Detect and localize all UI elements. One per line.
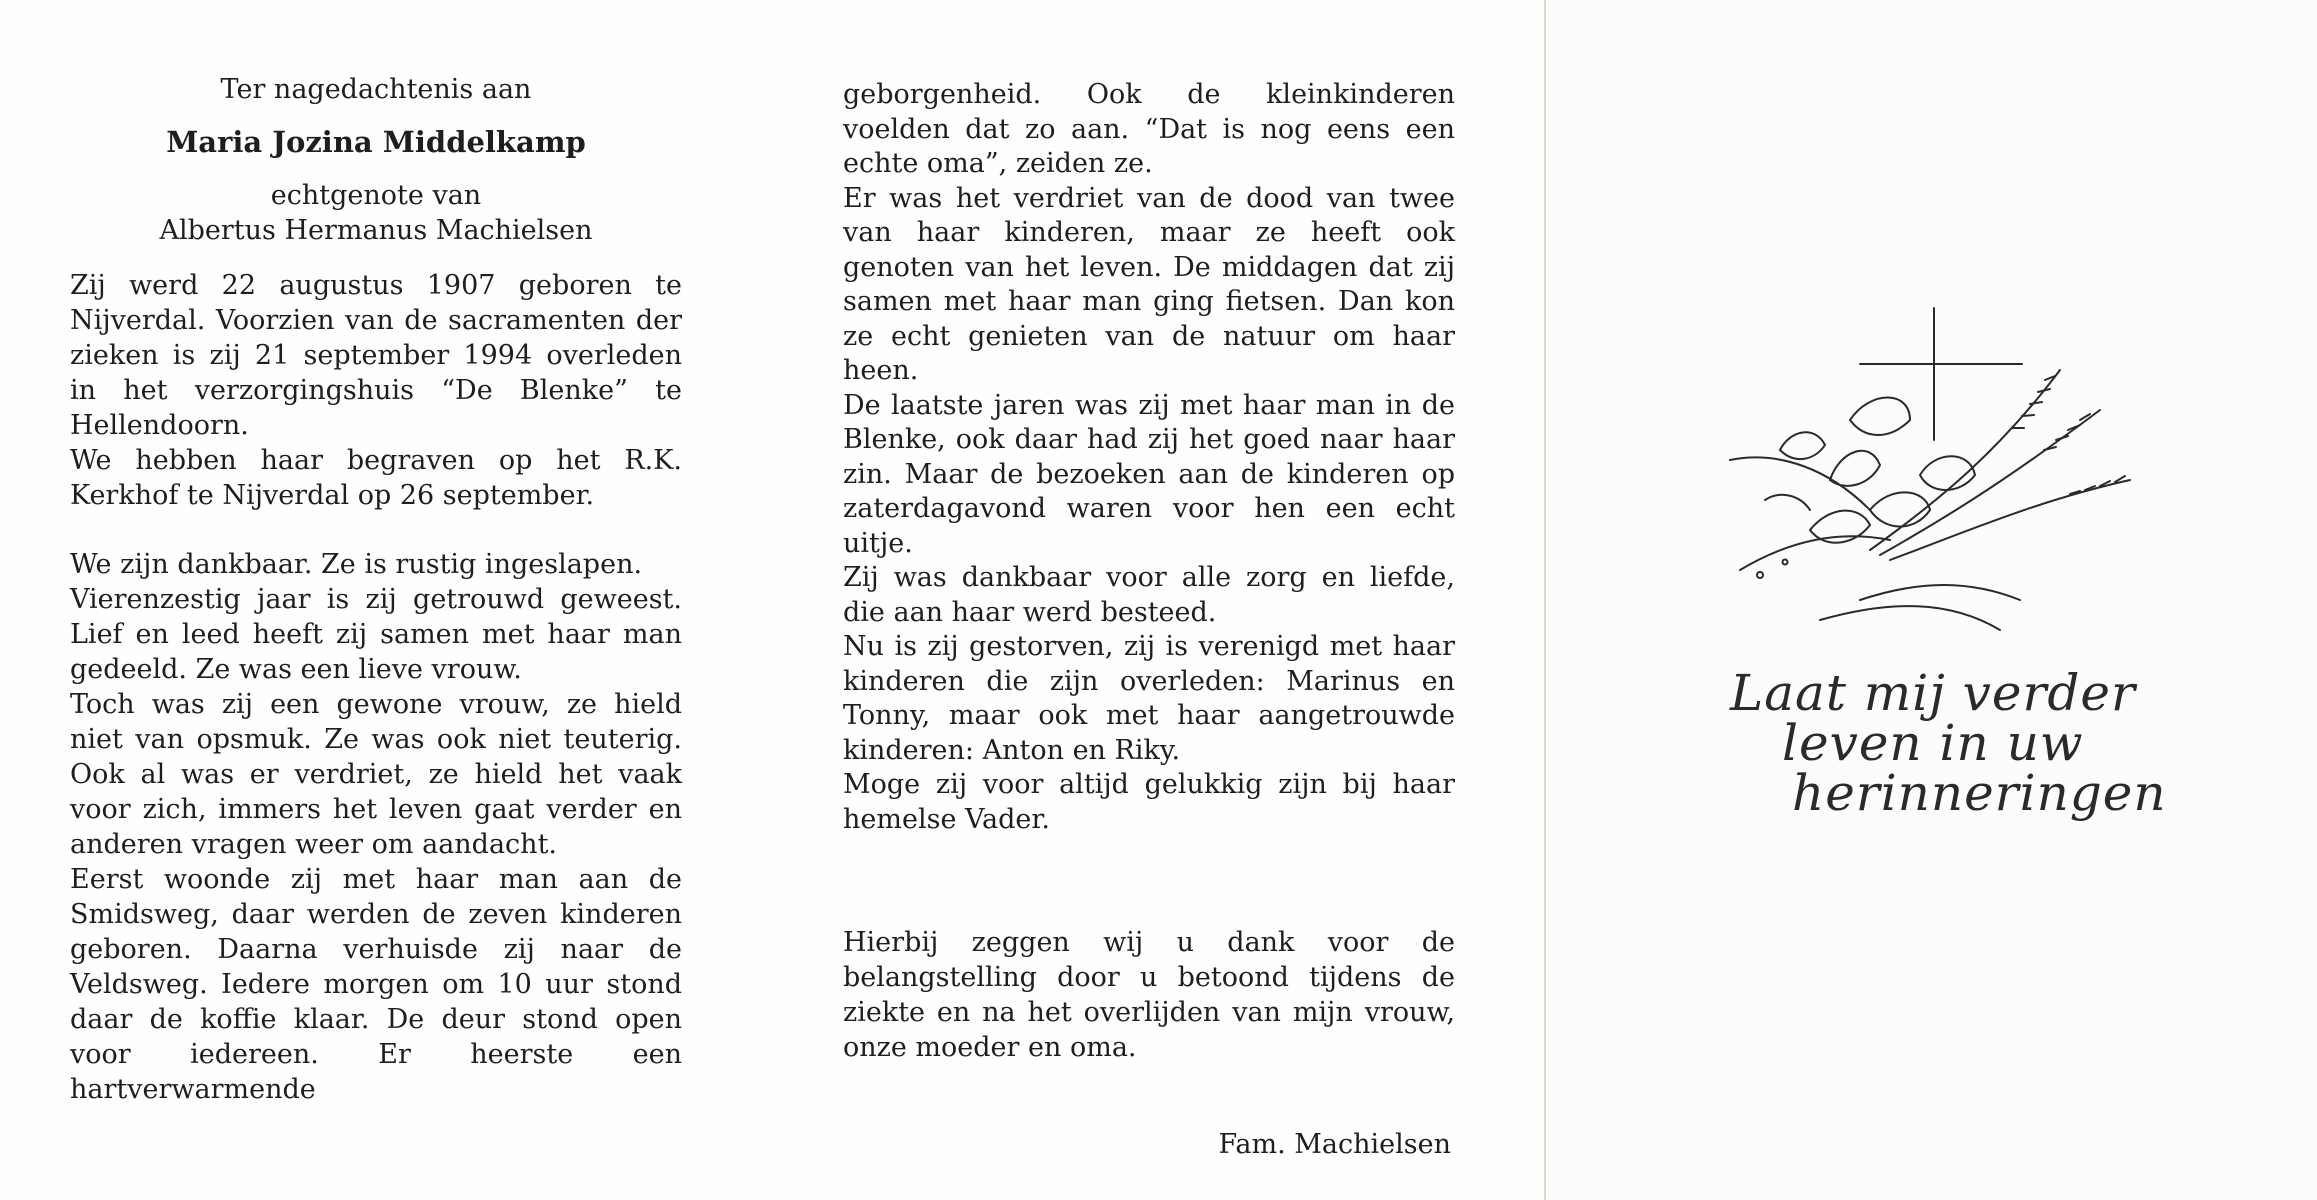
paragraph-security: geborgenheid. Ook de kleinkinderen voelden dat zo aan. “Dat is nog eens een echte oma”, zeiden ze.	[843, 79, 1455, 179]
paragraph-grateful: We zijn dankbaar. Ze is rustig ingeslapen.	[70, 549, 643, 580]
thank-you-note: Hierbij zeggen wij u dank voor de belangstelling door u betoond tijdens de ziekte en na het overlijden van mijn vrouw, onze moeder en oma.	[843, 927, 1455, 1063]
paragraph-sorrow: Er was het verdriet van de dood van twee van haar kinderen, maar ze heeft ook genoten van het leven. De middagen dat zij samen met haar man ging fietsen. Dan kon ze echt genieten van de natuur om haar heen.	[843, 182, 1455, 386]
paragraph-birth-death: Zij werd 22 augustus 1907 geboren te Nijverdal. Voorzien van de sacramenten der zieken is zij 21 september 1994 overleden in het verzorgingshuis “De Blenke” te Hellendoorn.	[70, 270, 682, 441]
spouse-intro: echtgenote van	[270, 180, 482, 211]
paragraph-burial: We hebben haar begraven op het R.K. Kerkhof te Nijverdal op 26 september.	[70, 445, 682, 511]
calligraphy-line-2: leven in uw	[1782, 714, 2084, 772]
spouse-name: Albertus Hermanus Machielsen	[159, 215, 593, 246]
memorial-heading: Ter nagedachtenis aan	[220, 74, 532, 105]
middle-column	[843, 78, 1455, 837]
paragraph-marriage: Vierenzestig jaar is zij getrouwd geweest. Lief en leed heeft zij samen met haar man gedeeld. Ze was een lieve vrouw.	[70, 584, 682, 685]
deceased-name: Maria Jozina Middelkamp	[166, 125, 586, 159]
calligraphy-line-3: herinneringen	[1792, 764, 2167, 822]
calligraphy-line-1: Laat mij verder	[1730, 664, 2136, 722]
paragraph-home: Eerst woonde zij met haar man aan de Smidsweg, daar werden de zeven kinderen geboren. Daarna verhuisde zij naar de Veldsweg. Iedere morgen om 10 uur stond daar de koffie klaar. De deur stond open voor iedereen. Er heerste een hartverwarmende	[70, 864, 682, 1105]
left-column	[70, 72, 682, 1107]
paragraph-blessing: Moge zij voor altijd gelukkig zijn bij haar hemelse Vader.	[843, 769, 1455, 835]
cross-wheat-flowers-icon	[1720, 300, 2160, 640]
calligraphy-verse	[1720, 664, 2167, 822]
paragraph-character: Toch was zij een gewone vrouw, ze hield niet van opsmuk. Ze was ook niet teuterig. Ook al was er verdriet, ze hield het vaak voor zich, immers het leven gaat verder en anderen vragen weer om aandacht.	[70, 689, 682, 860]
paragraph-thankful: Zij was dankbaar voor alle zorg en liefde, die aan haar werd besteed.	[843, 562, 1455, 628]
paragraph-later-years: De laatste jaren was zij met haar man in de Blenke, ook daar had zij het goed naar haar zin. Maar de bezoeken aan de kinderen op zaterdagavond waren voor hen een echt uitje.	[843, 389, 1455, 559]
paragraph-reunited: Nu is zij gestorven, zij is verenigd met haar kinderen die zijn overleden: Marinus en Tonny, maar ook met haar aangetrouwde kinderen: Anton en Riky.	[843, 631, 1455, 766]
family-signature: Fam. Machielsen	[1218, 1129, 1451, 1160]
